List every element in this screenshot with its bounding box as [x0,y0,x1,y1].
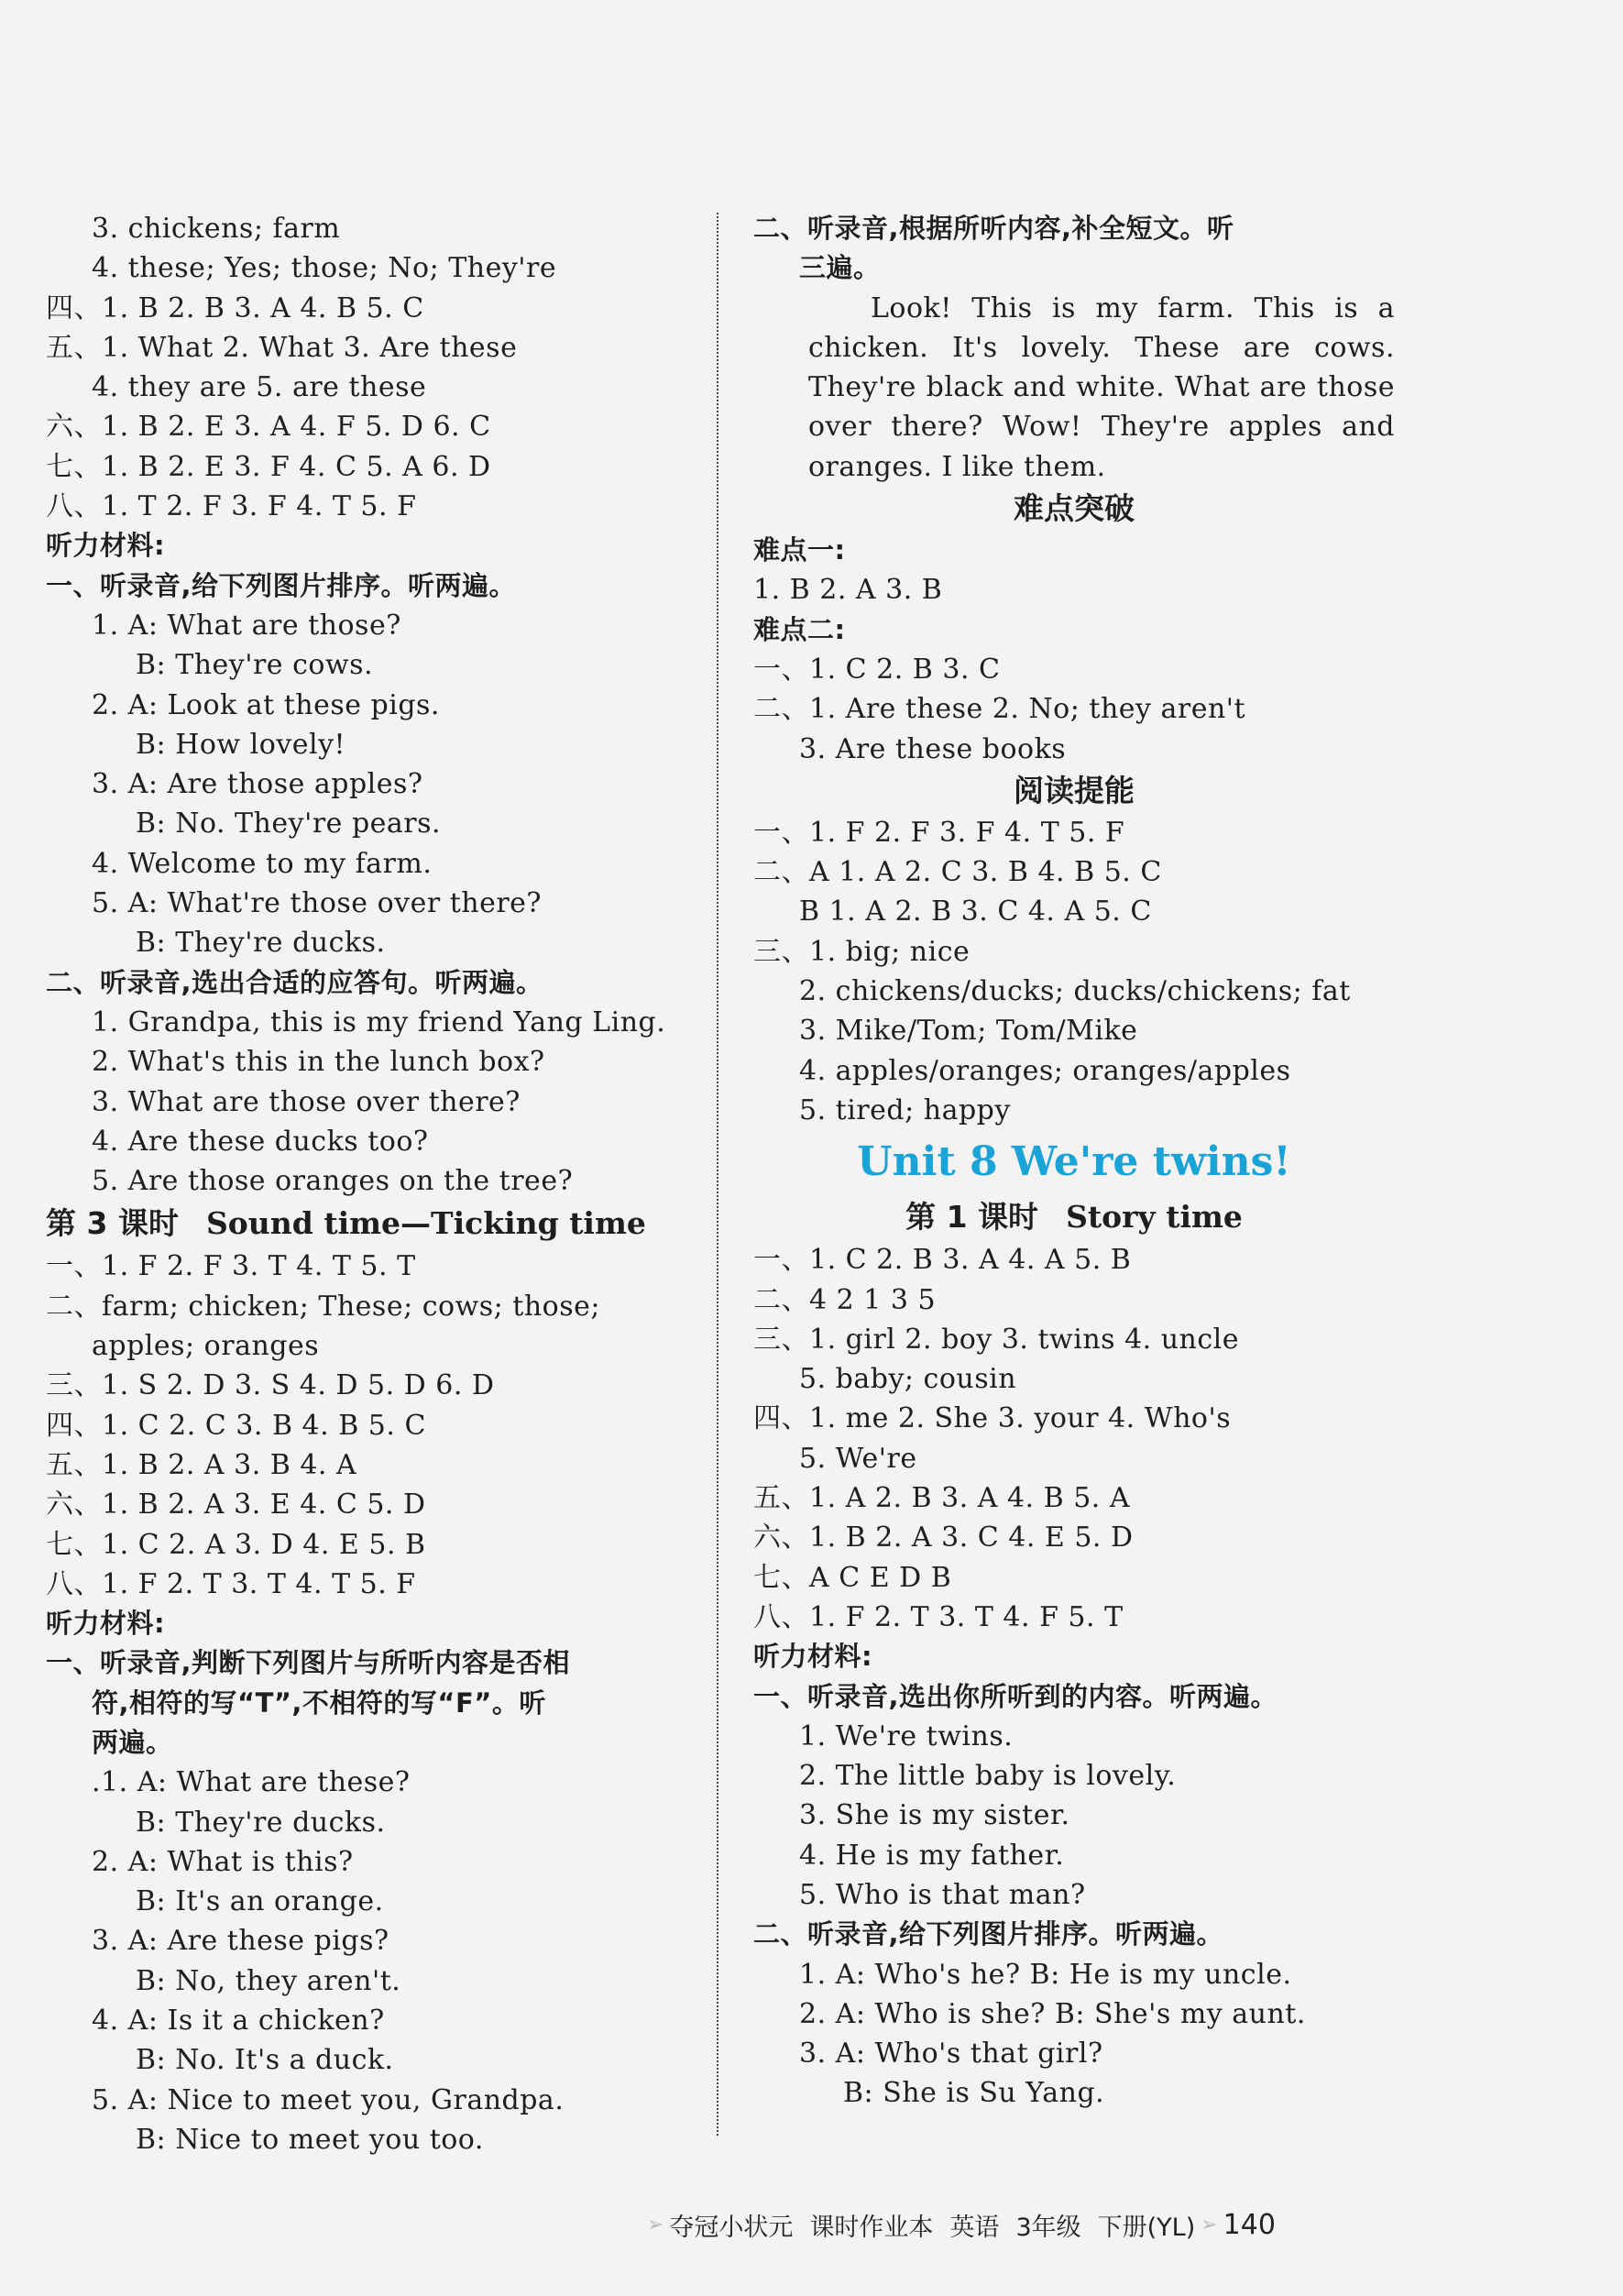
answer-line: 一、1. C 2. B 3. C [753,653,1001,686]
answer-line: .1. A: What are these? [92,1766,411,1799]
footer-grade: 3年级 [1015,2213,1081,2242]
answer-line: chicken. It's lovely. These are cows. [808,331,1395,364]
answer-line: 八、1. T 2. F 3. F 4. T 5. F [46,490,417,523]
answer-line: 七、1. C 2. A 3. D 4. E 5. B [46,1528,426,1561]
answer-line: 5. baby; cousin [799,1363,1017,1396]
answer-line: 八、1. F 2. T 3. T 4. T 5. F [46,1567,416,1600]
section-label: 符,相符的写“T”,不相符的写“F”。听 [92,1686,546,1719]
answer-line: 3. A: Who's that girl? [799,2038,1103,2071]
answer-line: 3. What are those over there? [92,1085,521,1118]
answer-line: 1. B 2. A 3. B [753,574,943,607]
footer-brand: 夺冠小状元 [669,2213,794,2242]
section-label: 两遍。 [92,1726,173,1758]
answer-line: Look! This is my farm. This is a [871,291,1395,324]
answer-line: 八、1. F 2. T 3. T 4. F 5. T [753,1600,1124,1633]
footer-term: 下册(YL) [1097,2213,1196,2242]
answer-line: 一、1. C 2. B 3. A 4. A 5. B [753,1244,1132,1277]
answer-line: 2. What's this in the lunch box? [92,1046,545,1079]
page-number: 140 [1223,2208,1276,2241]
footer-subject: 英语 [949,2213,1000,2242]
answer-line: 5. A: What're those over there? [92,887,543,920]
answer-line: 七、1. B 2. E 3. F 4. C 5. A 6. D [46,450,491,483]
answer-line: 三、1. girl 2. boy 3. twins 4. uncle [753,1323,1240,1356]
section-label: 听力材料: [753,1641,873,1673]
section-label: 难点一: [753,534,846,566]
answer-line: 3. A: Are those apples? [92,768,423,801]
answer-line: 二、A 1. A 2. C 3. B 4. B 5. C [753,856,1162,889]
answer-line: 2. A: What is this? [92,1845,354,1878]
answer-line: B: No, they aren't. [136,1964,401,1997]
answer-line: oranges. I like them. [808,450,1106,483]
section-label: 一、听录音,判断下列图片与所听内容是否相 [46,1647,571,1679]
answer-line: 3. A: Are these pigs? [92,1925,389,1958]
answer-line: 5. Who is that man? [799,1878,1086,1911]
answer-line: B: It's an orange. [136,1885,384,1918]
answer-line: 2. The little baby is lovely. [799,1760,1177,1793]
page-footer [642,2202,1393,2247]
answer-line: 三、1. big; nice [753,935,971,968]
section-heading: 难点突破 [1014,490,1135,527]
answer-line: apples; oranges [92,1330,320,1363]
answer-line: 3. She is my sister. [799,1799,1070,1832]
answer-line: 1. A: Who's he? B: He is my uncle. [799,1958,1292,1991]
answer-line: 4. these; Yes; those; No; They're [92,252,557,285]
section-label: 一、听录音,选出你所听到的内容。听两遍。 [753,1680,1278,1712]
answer-line: B: She is Su Yang. [843,2077,1105,2110]
answer-line: 二、farm; chicken; These; cows; those; [46,1290,600,1323]
answer-line: 六、1. B 2. A 3. E 4. C 5. D [46,1489,426,1522]
lesson-title: Sound time—Ticking time [205,1205,646,1242]
left-column [46,209,687,2159]
answer-line: 1. We're twins. [799,1719,1014,1752]
answer-line: 5. A: Nice to meet you, Grandpa. [92,2083,565,2116]
answer-line: 2. chickens/ducks; ducks/chickens; fat [799,975,1351,1008]
lesson-title: Story time [1066,1199,1243,1236]
answer-line: 3. chickens; farm [92,213,341,245]
answer-line: 四、1. me 2. She 3. your 4. Who's [753,1402,1232,1435]
section-label: 听力材料: [46,1608,166,1640]
unit-title: Unit 8 We're twins! [857,1138,1291,1186]
arrow-icon: ➢ [1201,2213,1218,2236]
answer-line: 5. Are those oranges on the tree? [92,1165,574,1198]
answer-line: B: How lovely! [136,728,346,761]
answer-line: 五、1. A 2. B 3. A 4. B 5. A [753,1482,1131,1515]
section-label: 三遍。 [799,252,881,284]
answer-line: 2. A: Who is she? B: She's my aunt. [799,1997,1306,2030]
answer-line: B: They're cows. [136,649,374,682]
answer-line: 七、A C E D B [753,1561,952,1594]
answer-line: 4. apples/oranges; oranges/apples [799,1054,1291,1087]
answer-line: 六、1. B 2. A 3. C 4. E 5. D [753,1522,1134,1554]
answer-line: 2. A: Look at these pigs. [92,688,440,721]
answer-line: 1. A: What are those? [92,609,401,642]
answer-line: 一、1. F 2. F 3. F 4. T 5. F [753,816,1125,849]
column-divider [717,213,718,2136]
answer-line: B: They're ducks. [136,927,386,960]
right-column [753,209,1395,2114]
answer-line: 4. they are 5. are these [92,371,427,404]
answer-line: 4. Are these ducks too? [92,1125,429,1158]
section-label: 二、听录音,根据所听内容,补全短文。听 [753,213,1234,244]
answer-line: 四、1. B 2. B 3. A 4. B 5. C [46,291,424,324]
answer-line: B 1. A 2. B 3. C 4. A 5. C [799,895,1152,928]
answer-line: 六、1. B 2. E 3. A 4. F 5. D 6. C [46,411,491,444]
answer-line: 4. He is my father. [799,1839,1065,1872]
answer-line: They're black and white. What are those [808,371,1395,404]
answer-line: 四、1. C 2. C 3. B 4. B 5. C [46,1409,426,1442]
answer-line: 一、1. F 2. F 3. T 4. T 5. T [46,1250,416,1283]
answer-line: 5. We're [799,1442,917,1475]
answer-line: 三、1. S 2. D 3. S 4. D 5. D 6. D [46,1369,495,1402]
answer-line: 五、1. What 2. What 3. Are these [46,331,518,364]
answer-line: 3. Mike/Tom; Tom/Mike [799,1015,1138,1048]
answer-line: 3. Are these books [799,732,1067,765]
section-label: 二、听录音,选出合适的应答句。听两遍。 [46,966,543,998]
answer-line: B: Nice to meet you too. [136,2123,484,2156]
answer-line: 二、1. Are these 2. No; they aren't [753,693,1246,726]
answer-line: 五、1. B 2. A 3. B 4. A [46,1448,357,1481]
answer-line: 5. tired; happy [799,1093,1011,1126]
answer-line: 4. Welcome to my farm. [92,847,433,880]
lesson-number: 第 3 课时 [46,1205,179,1242]
section-heading: 阅读提能 [1014,772,1135,808]
answer-line: over there? Wow! They're apples and [808,411,1395,444]
section-label: 难点二: [753,613,846,645]
section-label: 听力材料: [46,530,166,562]
answer-line: 二、4 2 1 3 5 [753,1283,937,1316]
footer-book: 课时作业本 [809,2213,934,2242]
answer-line: B: They're ducks. [136,1806,386,1839]
lesson-number: 第 1 课时 [905,1199,1039,1236]
lesson-heading [46,1201,687,1247]
arrow-icon: ➢ [647,2213,664,2236]
answer-line: B: No. It's a duck. [136,2044,394,2077]
answer-line: B: No. They're pears. [136,807,442,840]
lesson-heading [753,1194,1395,1240]
answer-line: 1. Grandpa, this is my friend Yang Ling. [92,1005,666,1038]
section-label: 一、听录音,给下列图片排序。听两遍。 [46,569,517,601]
answer-line: 4. A: Is it a chicken? [92,2005,385,2038]
section-label: 二、听录音,给下列图片排序。听两遍。 [753,1918,1224,1950]
